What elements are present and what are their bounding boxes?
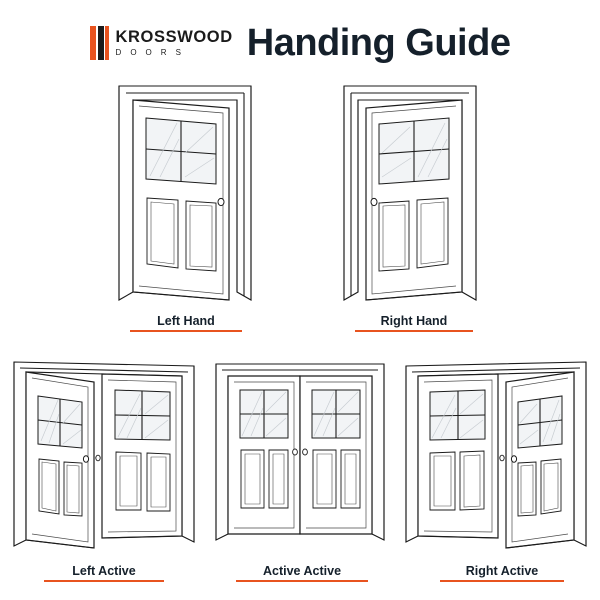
page-title: Handing Guide <box>246 22 511 64</box>
caption-left-active <box>44 564 164 582</box>
logo-mark-icon <box>90 26 110 60</box>
caption-underline <box>44 580 164 582</box>
caption-left-active-label: Left Active <box>72 564 136 578</box>
caption-underline <box>130 330 242 332</box>
diagram-right-active <box>398 352 594 578</box>
diagram-active-active <box>208 352 392 578</box>
caption-right-hand <box>355 314 473 332</box>
caption-active-active-label: Active Active <box>262 564 342 578</box>
caption-underline <box>440 580 564 582</box>
caption-underline <box>236 580 368 582</box>
diagram-left-hand <box>105 78 265 328</box>
diagram-left-active <box>6 352 202 578</box>
caption-left-hand <box>130 314 242 332</box>
diagram-right-hand <box>330 78 490 328</box>
logo-name: KROSSWOOD <box>115 28 233 47</box>
caption-active-active <box>236 564 368 582</box>
caption-underline <box>355 330 473 332</box>
caption-right-active <box>440 564 564 582</box>
caption-left-hand-label: Left Hand <box>157 314 215 328</box>
page-header <box>0 12 600 74</box>
caption-right-hand-label: Right Hand <box>380 314 448 328</box>
logo-subtitle: D O O R S <box>115 47 185 57</box>
logo-text <box>116 29 233 57</box>
caption-right-active-label: Right Active <box>465 564 539 578</box>
brand-logo <box>90 26 233 60</box>
